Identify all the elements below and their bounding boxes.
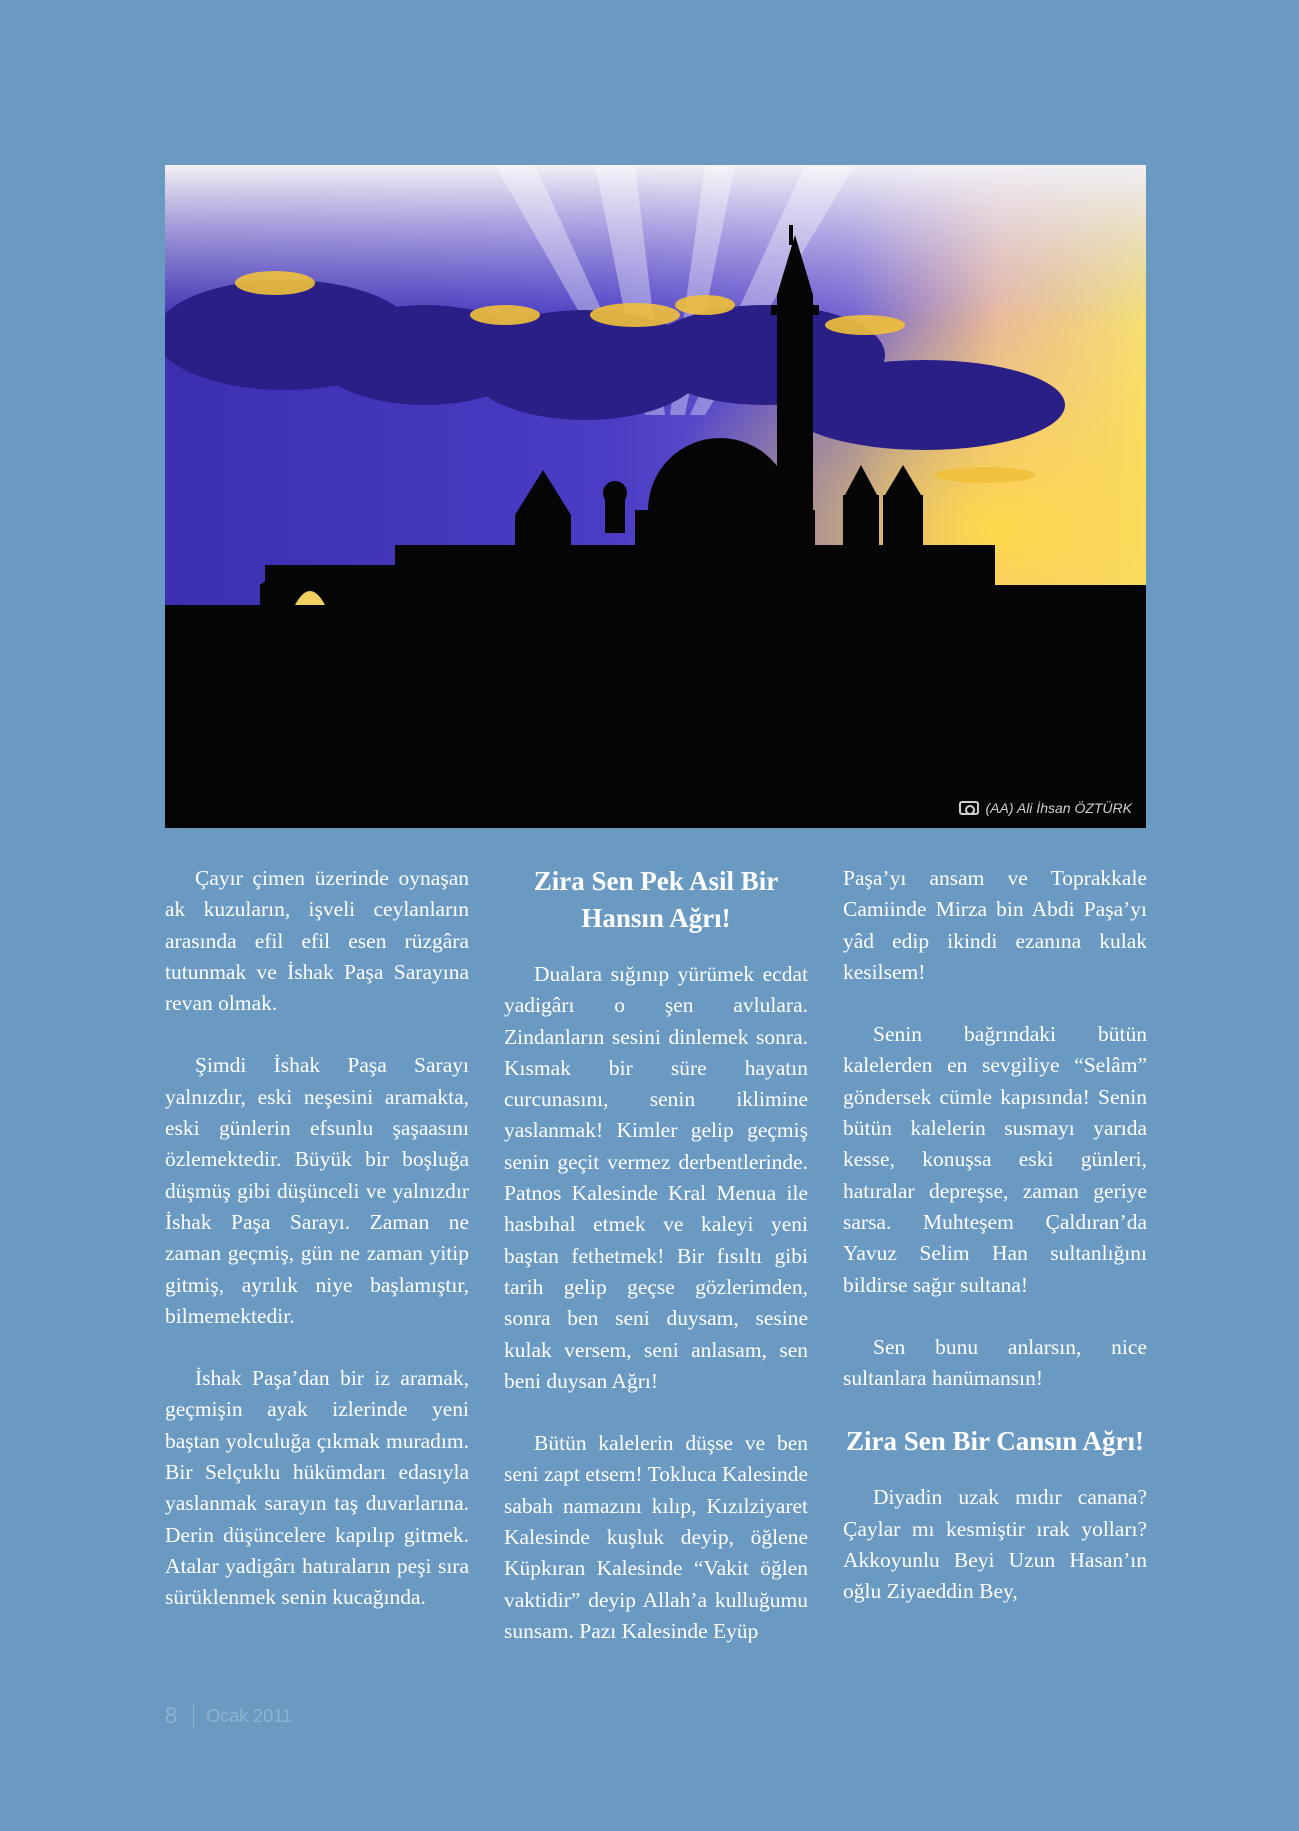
article-column-3 bbox=[843, 863, 1147, 1639]
page-number: 8 bbox=[165, 1703, 178, 1728]
paragraph: İshak Paşa’dan bir iz aramak, geçmişin ayak izlerinde yeni baştan yolculuğa çıkmak muradım. Bir Selçuklu hükümdarı edasıyla yaslanmak sarayın taş duvarlarına. Derin düşüncelere kapılıp gitmek. Atalar yadigârı hatıraların peşi sıra sürüklenmek senin kucağında. bbox=[165, 1366, 469, 1610]
footer-divider bbox=[193, 1703, 194, 1729]
paragraph: Diyadin uzak mıdır canana? Çaylar mı kesmiştir ırak yolları? Akkoyunlu Beyi Uzun Hasan’ın oğlu Ziyaeddin Bey, bbox=[843, 1485, 1147, 1604]
article-column-2 bbox=[504, 863, 808, 1678]
paragraph: Paşa’yı ansam ve Toprakkale Camiinde Mirza bin Abdi Paşa’yı yâd edip ikindi ezanına kulak kesilsem! bbox=[843, 866, 1147, 984]
article-column-1 bbox=[165, 863, 469, 1645]
photo-credit bbox=[959, 800, 1132, 816]
paragraph: Senin bağrındaki bütün kalelerden en sevgiliye “Selâm” göndersek cümle kapısında! Senin bütün kalelerin susmayı yarıda kesse, konuşsa eski günleri, hatıralar depreşse, zaman geriye sarsa. Muhteşem Çaldıran’da Yavuz Selim Han sultanlığını bildirse sağır sultana! bbox=[843, 1022, 1147, 1297]
paragraph: Şimdi İshak Paşa Sarayı yalnızdır, eski neşesini aramakta, eski günlerin efsunlu şaşaasını özlemektedir. Büyük bir boşluğa düşmüş gibi düşünceli ve yalnızdır İshak Paşa Sarayı. Zaman ne zaman geçmiş, gün ne zaman yitip gitmiş, ayrılık niye başlamıştır, bilmemektedir. bbox=[165, 1053, 469, 1328]
photo-credit-text: (AA) Ali İhsan ÖZTÜRK bbox=[985, 800, 1132, 816]
mosque-silhouette-image bbox=[165, 165, 1146, 828]
paragraph: Sen bunu anlarsın, nice sultanlara hanümansın! bbox=[843, 1334, 1147, 1391]
mosque-sunset-photo bbox=[165, 165, 1146, 828]
paragraph: Çayır çimen üzerinde oynaşan ak kuzuların, işveli ceylanların arasında efil efil esen rüzgâra tutunmak ve İshak Paşa Sarayına revan olmak. bbox=[165, 866, 469, 1016]
camera-icon bbox=[959, 801, 979, 815]
page-footer bbox=[165, 1703, 292, 1729]
section-heading: Zira Sen Bir Cansın Ağrı! bbox=[845, 1426, 1145, 1457]
section-heading: Zira Sen Pek Asil Bir Hansın Ağrı! bbox=[533, 866, 779, 933]
issue-date: Ocak 2011 bbox=[206, 1705, 292, 1726]
paragraph: Dualara sığınıp yürümek ecdat yadigârı o şen avlulara. Zindanların sesini dinlemek sonra. Kısmak bir süre hayatın curcunasını, senin iklimine yaslanmak! Kimler gelip geçmiş senin geçit vermez derbentlerinde. Patnos Kalesinde Kral Menua ile hasbıhal etmek ve kaleyi yeni baştan fethetmek! Bir fısıltı gibi tarih gelip geçse gözlerimden, sonra ben seni duysam, sesine kulak versem, seni anlasam, sen beni duysan Ağrı! bbox=[504, 962, 808, 1393]
paragraph: Bütün kalelerin düşse ve ben seni zapt etsem! Tokluca Kalesinde sabah namazını kılıp, Kızılziyaret Kalesinde kuşluk deyip, öğlene Küpkıran Kalesinde “Vakit öğlen vaktidir” deyip Allah’a kulluğumu sunsam. Pazı Kalesinde Eyüp bbox=[504, 1431, 808, 1643]
